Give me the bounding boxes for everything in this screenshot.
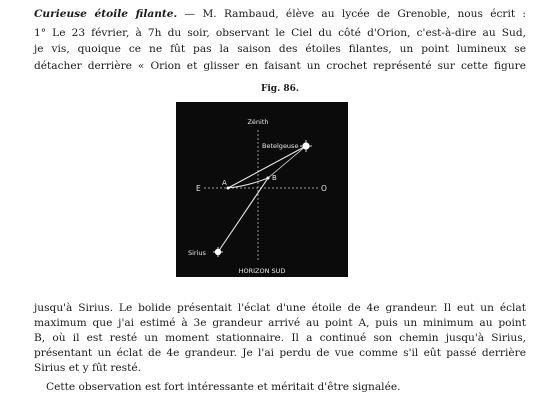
figure-caption: Fig. 86.: [260, 84, 300, 94]
article-line-9: Sirius et y fût resté.: [34, 362, 142, 374]
point-b-marker: [267, 177, 270, 180]
article-lead-rest: — M. Rambaud, élève au lycée de Grenoble, nous écrit :: [177, 8, 526, 20]
article-line-3: je vis, quoique ce ne fût pas la saison des étoiles filantes, un point lumineux se: [34, 43, 526, 55]
article-line-2: 1° Le 23 février, à 7h du soir, observant le Ciel du côté d'Orion, c'est-à-dire au Sud,: [34, 27, 526, 39]
point-a-label: A: [222, 179, 227, 187]
article-line-10: Cette observation est fort intéressante et méritait d'être signalée.: [46, 381, 401, 393]
article-line-4: détacher derrière « Orion et glisser en faisant un crochet représenté sur cette figure: [34, 60, 526, 72]
point-a-marker: [227, 187, 230, 190]
article-line-7: B, où il est resté un moment stationnaire. Il a continué son chemin jusqu'à Sirius,: [34, 332, 526, 344]
article-line-8: présentant un éclat de 4e grandeur. Je l'ai perdu de vue comme s'il eût passé derrière: [34, 347, 526, 359]
figure-diagram: [176, 102, 348, 277]
article-line-1: [34, 8, 526, 21]
horizon-label: HORIZON SUD: [238, 267, 286, 275]
article-line-6: maximum que j'ai estimé à 3e grandeur arrivé au point A, puis un minimum au point: [34, 317, 526, 329]
orion-label: Betelgeuse: [262, 142, 299, 150]
article-line-5: jusqu'à Sirius. Le bolide présentait l'éclat d'une étoile de 4e grandeur. Il eut un éclat: [34, 302, 526, 314]
article-lead: Curieuse étoile filante.: [34, 8, 178, 20]
west-label: O: [321, 184, 327, 193]
point-b-label: B: [272, 174, 277, 182]
sirius-label: Sirius: [188, 249, 206, 257]
east-label: E: [196, 184, 201, 193]
zenith-label: Zénith: [247, 118, 269, 126]
